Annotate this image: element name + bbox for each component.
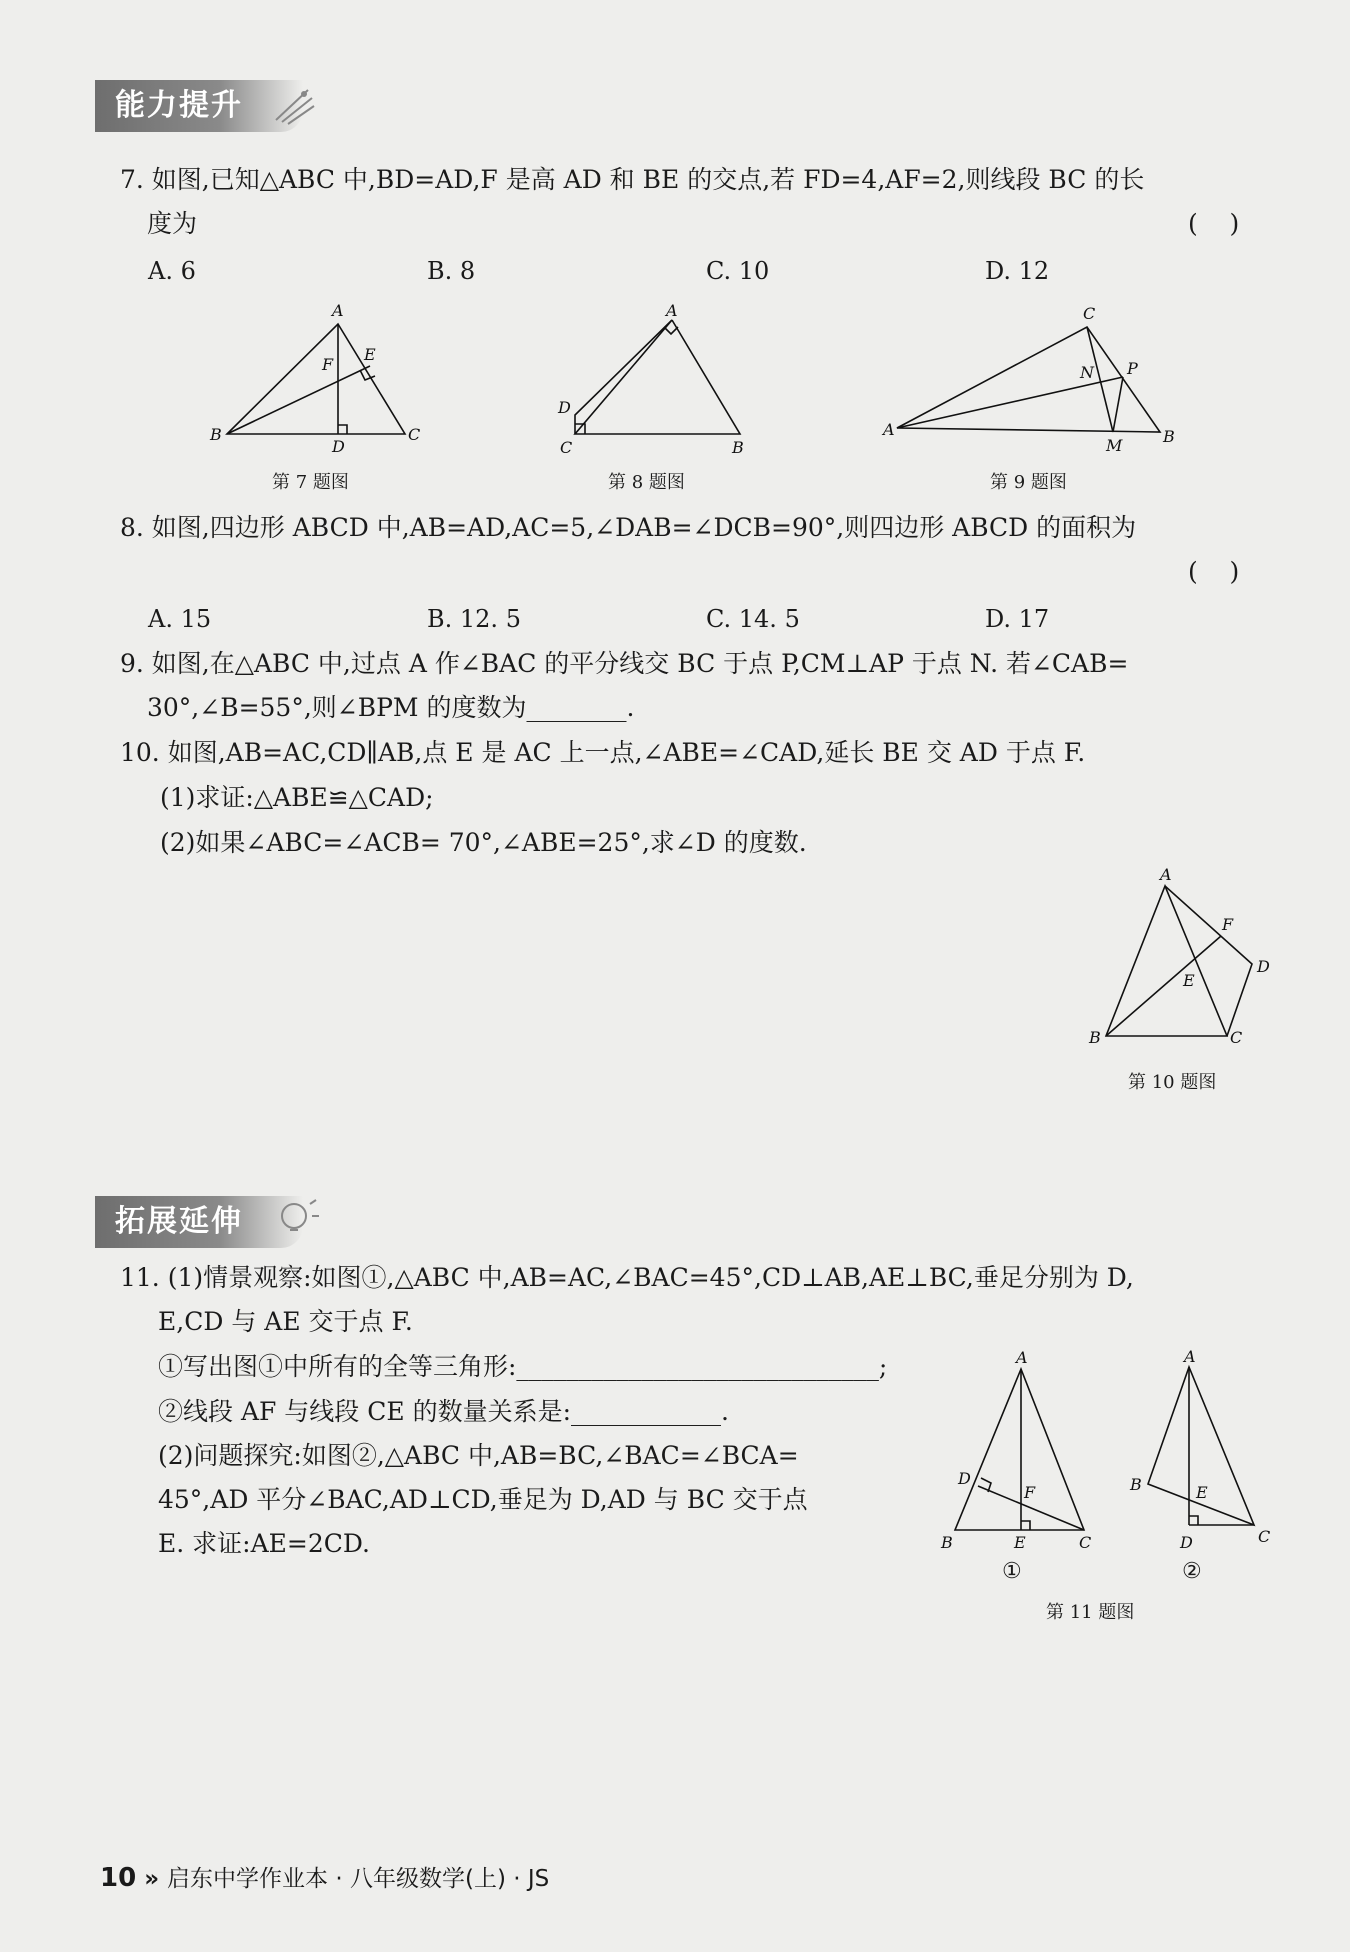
fig11b-label-e: E	[1196, 1483, 1208, 1502]
q11-line5: (2)问题探究:如图②,△ABC 中,AB=BC,∠BAC=∠BCA=	[158, 1441, 799, 1470]
fig11b-right-angle-d	[1189, 1516, 1198, 1525]
section-header-ability: 能力提升	[95, 80, 303, 132]
fig10-segment-bf	[1106, 936, 1221, 1036]
q7-line1: 7. 如图,已知△ABC 中,BD=AD,F 是高 AD 和 BE 的交点,若 FD=4,AF=2,则线段 BC 的长	[120, 165, 1145, 194]
figure-7-caption: 第 7 题图	[272, 472, 349, 493]
section-header-extension: 拓展延伸	[95, 1196, 303, 1248]
page-number: 10	[100, 1863, 137, 1893]
q8-line1: 8. 如图,四边形 ABCD 中,AB=AD,AC=5,∠DAB=∠DCB=90°,则四边形 ABCD 的面积为	[120, 513, 1137, 542]
lightbulb-icon	[270, 1196, 320, 1240]
q7-option-d: D. 12	[985, 257, 1050, 285]
fig7-label-b: B	[210, 425, 222, 444]
double-chevron-icon: »	[144, 1866, 160, 1892]
q8-option-c: C. 14. 5	[706, 605, 800, 633]
q8-option-a: A. 15	[148, 605, 212, 633]
figure-9-caption: 第 9 题图	[990, 472, 1067, 493]
q7-answer-paren: ( )	[1188, 209, 1240, 238]
q9-line1: 9. 如图,在△ABC 中,过点 A 作∠BAC 的平分线交 BC 于点 P,CM⊥AP 于点 N. 若∠CAB=	[120, 649, 1129, 678]
q7-line2: 度为	[147, 209, 198, 238]
q11-line4: ②线段 AF 与线段 CE 的数量关系是:____________.	[158, 1397, 729, 1426]
fig7-triangle-abc	[227, 324, 405, 434]
fig11a-triangle-abc	[955, 1369, 1084, 1530]
fig10-label-e: E	[1183, 971, 1195, 990]
figure-11-1	[940, 1350, 1110, 1550]
q11-line3: ①写出图①中所有的全等三角形:_____________________________;	[158, 1352, 888, 1381]
fig7-label-d: D	[332, 437, 345, 456]
fig8-label-d: D	[558, 398, 571, 417]
figure-11-caption: 第 11 题图	[1046, 1602, 1135, 1623]
fig9-label-n: N	[1080, 363, 1094, 382]
fig7-label-a: A	[332, 301, 344, 320]
q10-line2: (1)求证:△ABE≌△CAD;	[160, 783, 434, 812]
figure-8	[550, 301, 760, 465]
fig8-label-a: A	[666, 301, 678, 320]
fig9-label-a: A	[883, 420, 895, 439]
fig11-sub-label-2: ②	[1182, 1559, 1202, 1584]
fig9-label-c: C	[1083, 304, 1096, 323]
fig8-triangle-acb	[575, 320, 740, 434]
q11-line7: E. 求证:AE=2CD.	[158, 1529, 370, 1558]
book-title: 启东中学作业本 · 八年级数学(上) · JS	[167, 1866, 550, 1892]
fig10-triangle-abc	[1106, 886, 1227, 1036]
fig11a-label-c: C	[1079, 1533, 1092, 1552]
q7-option-a: A. 6	[148, 257, 196, 285]
q10-line1: 10. 如图,AB=AC,CD∥AB,点 E 是 AC 上一点,∠ABE=∠CAD,延长 BE 交 AD 于点 F.	[120, 738, 1086, 767]
q8-option-b: B. 12. 5	[427, 605, 521, 633]
q10-line3: (2)如果∠ABC=∠ACB= 70°,∠ABE=25°,求∠D 的度数.	[160, 828, 807, 857]
fig10-label-f: F	[1222, 915, 1234, 934]
fig8-label-c: C	[560, 438, 573, 457]
q8-answer-paren: ( )	[1188, 557, 1240, 586]
fig10-label-b: B	[1089, 1028, 1101, 1047]
fig7-right-angle-d	[338, 425, 347, 434]
q7-option-c: C. 10	[706, 257, 770, 285]
fig11a-label-a: A	[1016, 1348, 1028, 1367]
fig10-label-c: C	[1230, 1028, 1243, 1047]
fig11-sub-label-1: ①	[1002, 1559, 1022, 1584]
fig7-label-c: C	[408, 425, 421, 444]
fig11a-label-e: E	[1014, 1533, 1026, 1552]
q11-line6: 45°,AD 平分∠BAC,AD⊥CD,垂足为 D,AD 与 BC 交于点	[158, 1485, 808, 1514]
figure-10-caption: 第 10 题图	[1128, 1072, 1217, 1093]
fig11a-label-f: F	[1024, 1483, 1036, 1502]
figure-7	[200, 300, 440, 460]
fig9-segment-mp	[1113, 377, 1123, 432]
figure-10	[1080, 865, 1280, 1048]
figure-8-caption: 第 8 题图	[608, 472, 685, 493]
fig11b-label-c: C	[1258, 1527, 1271, 1546]
fig7-label-e: E	[364, 345, 376, 364]
fig11b-label-a: A	[1184, 1347, 1196, 1366]
fig8-label-b: B	[732, 438, 744, 457]
q11-line1: 11. (1)情景观察:如图①,△ABC 中,AB=AC,∠BAC=45°,CD⊥AB,AE⊥BC,垂足分别为 D,	[120, 1263, 1134, 1292]
figure-11-2	[1120, 1347, 1280, 1552]
figure-9	[880, 300, 1180, 460]
fig9-triangle-acb	[897, 327, 1160, 432]
fig11b-label-b: B	[1130, 1475, 1142, 1494]
fig9-label-m: M	[1106, 436, 1123, 455]
page-footer	[100, 1862, 549, 1895]
q7-option-b: B. 8	[427, 257, 476, 285]
fig7-altitude-be	[227, 366, 370, 434]
fig11b-label-d: D	[1180, 1533, 1193, 1552]
q9-line2: 30°,∠B=55°,则∠BPM 的度数为________.	[147, 693, 635, 722]
fig8-right-angle-a	[664, 327, 678, 334]
fig11a-right-angle-e	[1021, 1521, 1030, 1530]
q8-option-d: D. 17	[985, 605, 1050, 633]
q11-line2: E,CD 与 AE 交于点 F.	[158, 1307, 413, 1336]
fig10-segments-ad-dc	[1165, 886, 1252, 1036]
fig11a-label-b: B	[941, 1533, 953, 1552]
fig11a-label-d: D	[958, 1469, 971, 1488]
fig10-label-a: A	[1160, 865, 1172, 884]
fig9-bisector-ap	[897, 377, 1123, 428]
fig7-label-f: F	[322, 355, 334, 374]
fig10-label-d: D	[1257, 957, 1270, 976]
sparkle-icon	[268, 84, 318, 128]
fig9-label-b: B	[1163, 427, 1175, 446]
fig9-label-p: P	[1127, 359, 1138, 378]
